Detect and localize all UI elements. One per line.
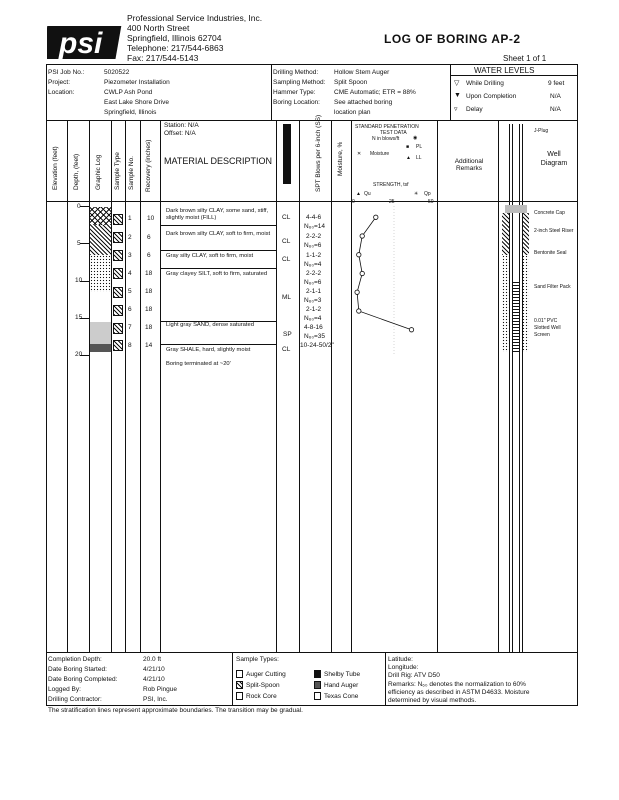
water-levels-title: WATER LEVELS [474, 66, 535, 75]
depth-tick-10: 10 [75, 277, 83, 284]
water-level-icon: ▽ [454, 80, 460, 87]
date-started-value: 4/21/10 [143, 666, 165, 673]
sample-no: 1 [128, 215, 132, 222]
uscs-class: CL [282, 214, 291, 221]
logged-by-value: Rob Pingue [143, 686, 177, 693]
ll-legend: LL [416, 155, 422, 161]
spt-blows: 2-2-2 [306, 270, 322, 277]
n-blows-label: N in blows/ft [372, 136, 400, 142]
logged-by-label: Logged By: [48, 686, 81, 693]
qu-legend: Qu [364, 191, 371, 197]
spt-blows: 2-1-1 [306, 288, 322, 295]
remarks-line2: efficiency as described in ASTM D4633. Moisture [388, 689, 530, 696]
material-description: Gray SHALE, hard, slightly moist [166, 347, 251, 353]
spt-point-5 [357, 309, 361, 313]
sample-no: 8 [128, 342, 132, 349]
x-icon: ✕ [357, 151, 362, 157]
penetration-title: STANDARD PENETRATION [355, 124, 419, 130]
sample-type-label: Shelby Tube [324, 671, 361, 678]
spt-n-value: N₆₀=14 [304, 223, 326, 230]
psi-logo [47, 22, 123, 62]
uscs-class: CL [282, 238, 291, 245]
spt-blows: 4-8-16 [304, 324, 323, 331]
job-no-value: 5020522 [104, 69, 130, 76]
stratification-disclaimer: The stratification lines represent approximate boundaries. The transition may be gradual. [48, 707, 303, 714]
project-value: Piezometer Installation [104, 79, 170, 86]
hammer-type-label: Hammer Type: [273, 89, 316, 96]
depth-tick-15: 15 [75, 314, 83, 321]
water-level-delay-label: Delay [466, 106, 483, 113]
spt-blows: 2-1-2 [306, 306, 322, 313]
sample-no: 6 [128, 306, 132, 313]
hammer-type-value: CME Automatic; ETR = 88% [334, 89, 416, 96]
remarks-line3: determined by visual methods. [388, 697, 477, 704]
spt-blows: 1-1-2 [306, 252, 322, 259]
drilling-contractor-label: Drilling Contractor: [48, 696, 102, 703]
sample-no: 2 [128, 234, 132, 241]
axis-tick-right: 50 [428, 199, 434, 205]
log-title: LOG OF BORING AP-2 [384, 32, 521, 46]
sample-recovery: 6 [147, 252, 151, 259]
col-elevation-header: Elevation (feet) [52, 146, 59, 190]
spt-blows: 2-2-2 [306, 233, 322, 240]
sample-no: 5 [128, 288, 132, 295]
sample-type-label: Rock Core [246, 693, 277, 700]
triangle-icon: ▲ [406, 155, 411, 161]
water-level-icon: ▼ [454, 92, 461, 99]
auger-cutting-icon [236, 670, 243, 678]
material-description: Dark brown silty CLAY, some sand, stiff, slightly moist (FILL) [166, 208, 269, 221]
col-sample-no-header: Sample No. [128, 156, 135, 190]
material-description: Gray clayey SILT, soft to firm, saturated [166, 271, 268, 277]
completion-depth-label: Completion Depth: [48, 656, 102, 663]
station-label: Station: N/A [164, 122, 199, 129]
shelby-tube-icon [314, 670, 321, 678]
axis-tick-left: 0 [352, 199, 355, 205]
texas-cone-icon [314, 692, 321, 700]
rock-core-icon [236, 692, 243, 700]
spt-point-1 [360, 234, 364, 238]
sample-type-label: Auger Cutting [246, 671, 286, 678]
water-level-upon-completion-label: Upon Completion [466, 93, 517, 100]
spt-series-line [357, 217, 411, 330]
pl-legend: PL [416, 144, 423, 150]
strength-label: STRENGTH, tsf [373, 182, 409, 188]
sample-types-title: Sample Types: [236, 656, 279, 663]
drill-rig-label: Drill Rig: ATV D50 [388, 672, 440, 679]
sample-recovery: 10 [147, 215, 155, 222]
offset-label: Offset: N/A [164, 130, 196, 137]
spt-n-value: N₆₀=4 [304, 315, 322, 322]
additional-remarks-header: Additional Remarks [454, 158, 484, 172]
col-recovery-header: Recovery (inches) [145, 139, 152, 192]
latitude-label: Latitude: [388, 656, 413, 663]
graphic-log-shale [90, 344, 111, 352]
sample-no: 3 [128, 252, 132, 259]
end-of-boring-note: Boring terminated at ~20' [166, 361, 231, 367]
company-name: Professional Service Industries, Inc. [127, 13, 263, 23]
well-label-screen: 0.01" PVC Slotted Well Screen [534, 318, 561, 338]
well-label-concrete-cap: Concrete Cap [534, 210, 565, 216]
spt-point-0 [374, 215, 378, 219]
water-level-while-drilling-label: While Drilling [466, 80, 504, 87]
sampling-method-label: Sampling Method: [273, 79, 326, 86]
job-no-label: PSI Job No.: [48, 69, 85, 76]
location-line2: East Lake Shore Drive [104, 99, 170, 106]
well-diagram-header: Well Diagram [540, 151, 568, 167]
project-label: Project: [48, 79, 71, 86]
drilling-method-label: Drilling Method: [273, 69, 319, 76]
slotted-screen [513, 280, 519, 352]
hand-auger-icon [314, 681, 321, 689]
axis-tick-mid: 25 [389, 199, 395, 205]
material-description: Dark brown silty CLAY, soft to firm, moist [166, 231, 271, 237]
sample-recovery: 18 [145, 306, 153, 313]
uscs-class: CL [282, 256, 291, 263]
location-line1: CWLP Ash Pond [104, 89, 153, 96]
circle-icon: ◉ [413, 135, 418, 141]
water-level-icon: ▿ [454, 106, 458, 113]
sample-no: 7 [128, 324, 132, 331]
bentonite-seal-right [522, 213, 529, 255]
company-telephone: Telephone: 217/544-6863 [127, 43, 224, 53]
col-depth-header: Depth, (feet) [73, 153, 80, 190]
split-spoon-icon [236, 681, 243, 689]
graphic-log-clay [90, 225, 111, 255]
depth-tick-5: 5 [77, 240, 81, 247]
sand-pack-right [522, 255, 529, 352]
sampling-method-value: Split Spoon [334, 79, 368, 86]
concrete-cap [505, 205, 527, 213]
date-completed-label: Date Boring Completed: [48, 676, 118, 683]
col-graphic-log-header: Graphic Log [95, 154, 102, 190]
boring-location-line2: location plan [334, 109, 371, 116]
well-label-j-plug: J-Plug [534, 128, 549, 134]
well-label-sand-pack: Sand Filter Pack [534, 284, 571, 290]
completion-depth-value: 20.0 ft [143, 656, 162, 663]
spt-n-value: N₆₀=6 [304, 242, 322, 249]
material-description: Gray silty CLAY, soft to firm, moist [166, 253, 254, 259]
qp-legend: Qp [424, 191, 431, 197]
col-sample-type-header: Sample Type [114, 152, 121, 190]
graphic-log-sand [90, 322, 111, 344]
sample-recovery: 6 [147, 234, 151, 241]
drilling-method-value: Hollow Stem Auger [334, 69, 390, 76]
sheet-number: Sheet 1 of 1 [503, 54, 547, 63]
water-level-delay-value: N/A [550, 106, 561, 113]
sample-type-label: Hand Auger [324, 682, 359, 689]
well-label-steel-riser: 2-inch Steel Riser [534, 228, 574, 234]
spt-blows: 10-24-50/2" [300, 342, 334, 349]
company-street: 400 North Street [127, 23, 190, 33]
boring-location-line1: See attached boring [334, 99, 393, 106]
company-fax: Fax: 217/544-5143 [127, 53, 199, 63]
sample-recovery: 18 [145, 324, 153, 331]
sample-type-label: Texas Cone [324, 693, 359, 700]
graphic-log-silt [90, 255, 111, 292]
spt-n-value: N₆₀=35 [304, 333, 326, 340]
remarks-line1: Remarks: N₆₀ denotes the normalization to 60% [388, 681, 526, 688]
sand-pack-left [502, 255, 509, 352]
sample-recovery: 18 [145, 270, 153, 277]
spt-blows: 4-4-6 [306, 214, 322, 221]
material-description: Light gray SAND, dense saturated [166, 322, 254, 328]
square-icon: ■ [406, 144, 410, 150]
col-moisture-header: Moisture, % [337, 141, 344, 176]
water-level-while-drilling-value: 9 feet [548, 80, 565, 87]
uscs-header-bar [283, 124, 291, 184]
location-line3: Springfield, Illinois [104, 109, 157, 116]
sample-recovery: 18 [145, 288, 153, 295]
penetration-subtitle: TEST DATA [380, 130, 407, 136]
company-city: Springfield, Illinois 62704 [127, 33, 222, 43]
material-description-header: MATERIAL DESCRIPTION [164, 156, 273, 166]
well-label-bentonite-seal: Bentonite Seal [534, 250, 567, 256]
spt-point-3 [360, 271, 364, 275]
moisture-legend: Moisture [370, 151, 390, 157]
triangle-icon: ▲ [356, 191, 361, 197]
graphic-log-fill [90, 207, 111, 225]
spt-point-2 [357, 253, 361, 257]
longitude-label: Longitude: [388, 664, 419, 671]
uscs-class: ML [282, 294, 292, 301]
bentonite-seal-left [502, 213, 509, 255]
uscs-class: CL [282, 346, 291, 353]
drilling-contractor-value: PSI, Inc. [143, 696, 168, 703]
depth-tick-0: 0 [77, 203, 81, 210]
boring-location-label: Boring Location: [273, 99, 320, 106]
spt-n-value: N₆₀=6 [304, 279, 322, 286]
col-spt-header: SPT Blows per 6-inch (SS) [315, 114, 322, 192]
water-level-upon-completion-value: N/A [550, 93, 561, 100]
sample-no: 4 [128, 270, 132, 277]
star-icon: ✳ [414, 191, 419, 197]
spt-n-value: N₆₀=4 [304, 261, 322, 268]
date-started-label: Date Boring Started: [48, 666, 107, 673]
spt-n-value: N₆₀=3 [304, 297, 322, 304]
sample-recovery: 14 [145, 342, 153, 349]
location-label: Location: [48, 89, 75, 96]
depth-tick-20: 20 [75, 351, 83, 358]
logo-text: psi [59, 27, 103, 60]
uscs-class: SP [283, 331, 292, 338]
spt-point-4 [355, 290, 359, 294]
date-completed-value: 4/21/10 [143, 676, 165, 683]
spt-chart [352, 206, 437, 356]
sample-type-label: Split-Spoon [246, 682, 280, 689]
spt-point-6 [409, 328, 413, 332]
